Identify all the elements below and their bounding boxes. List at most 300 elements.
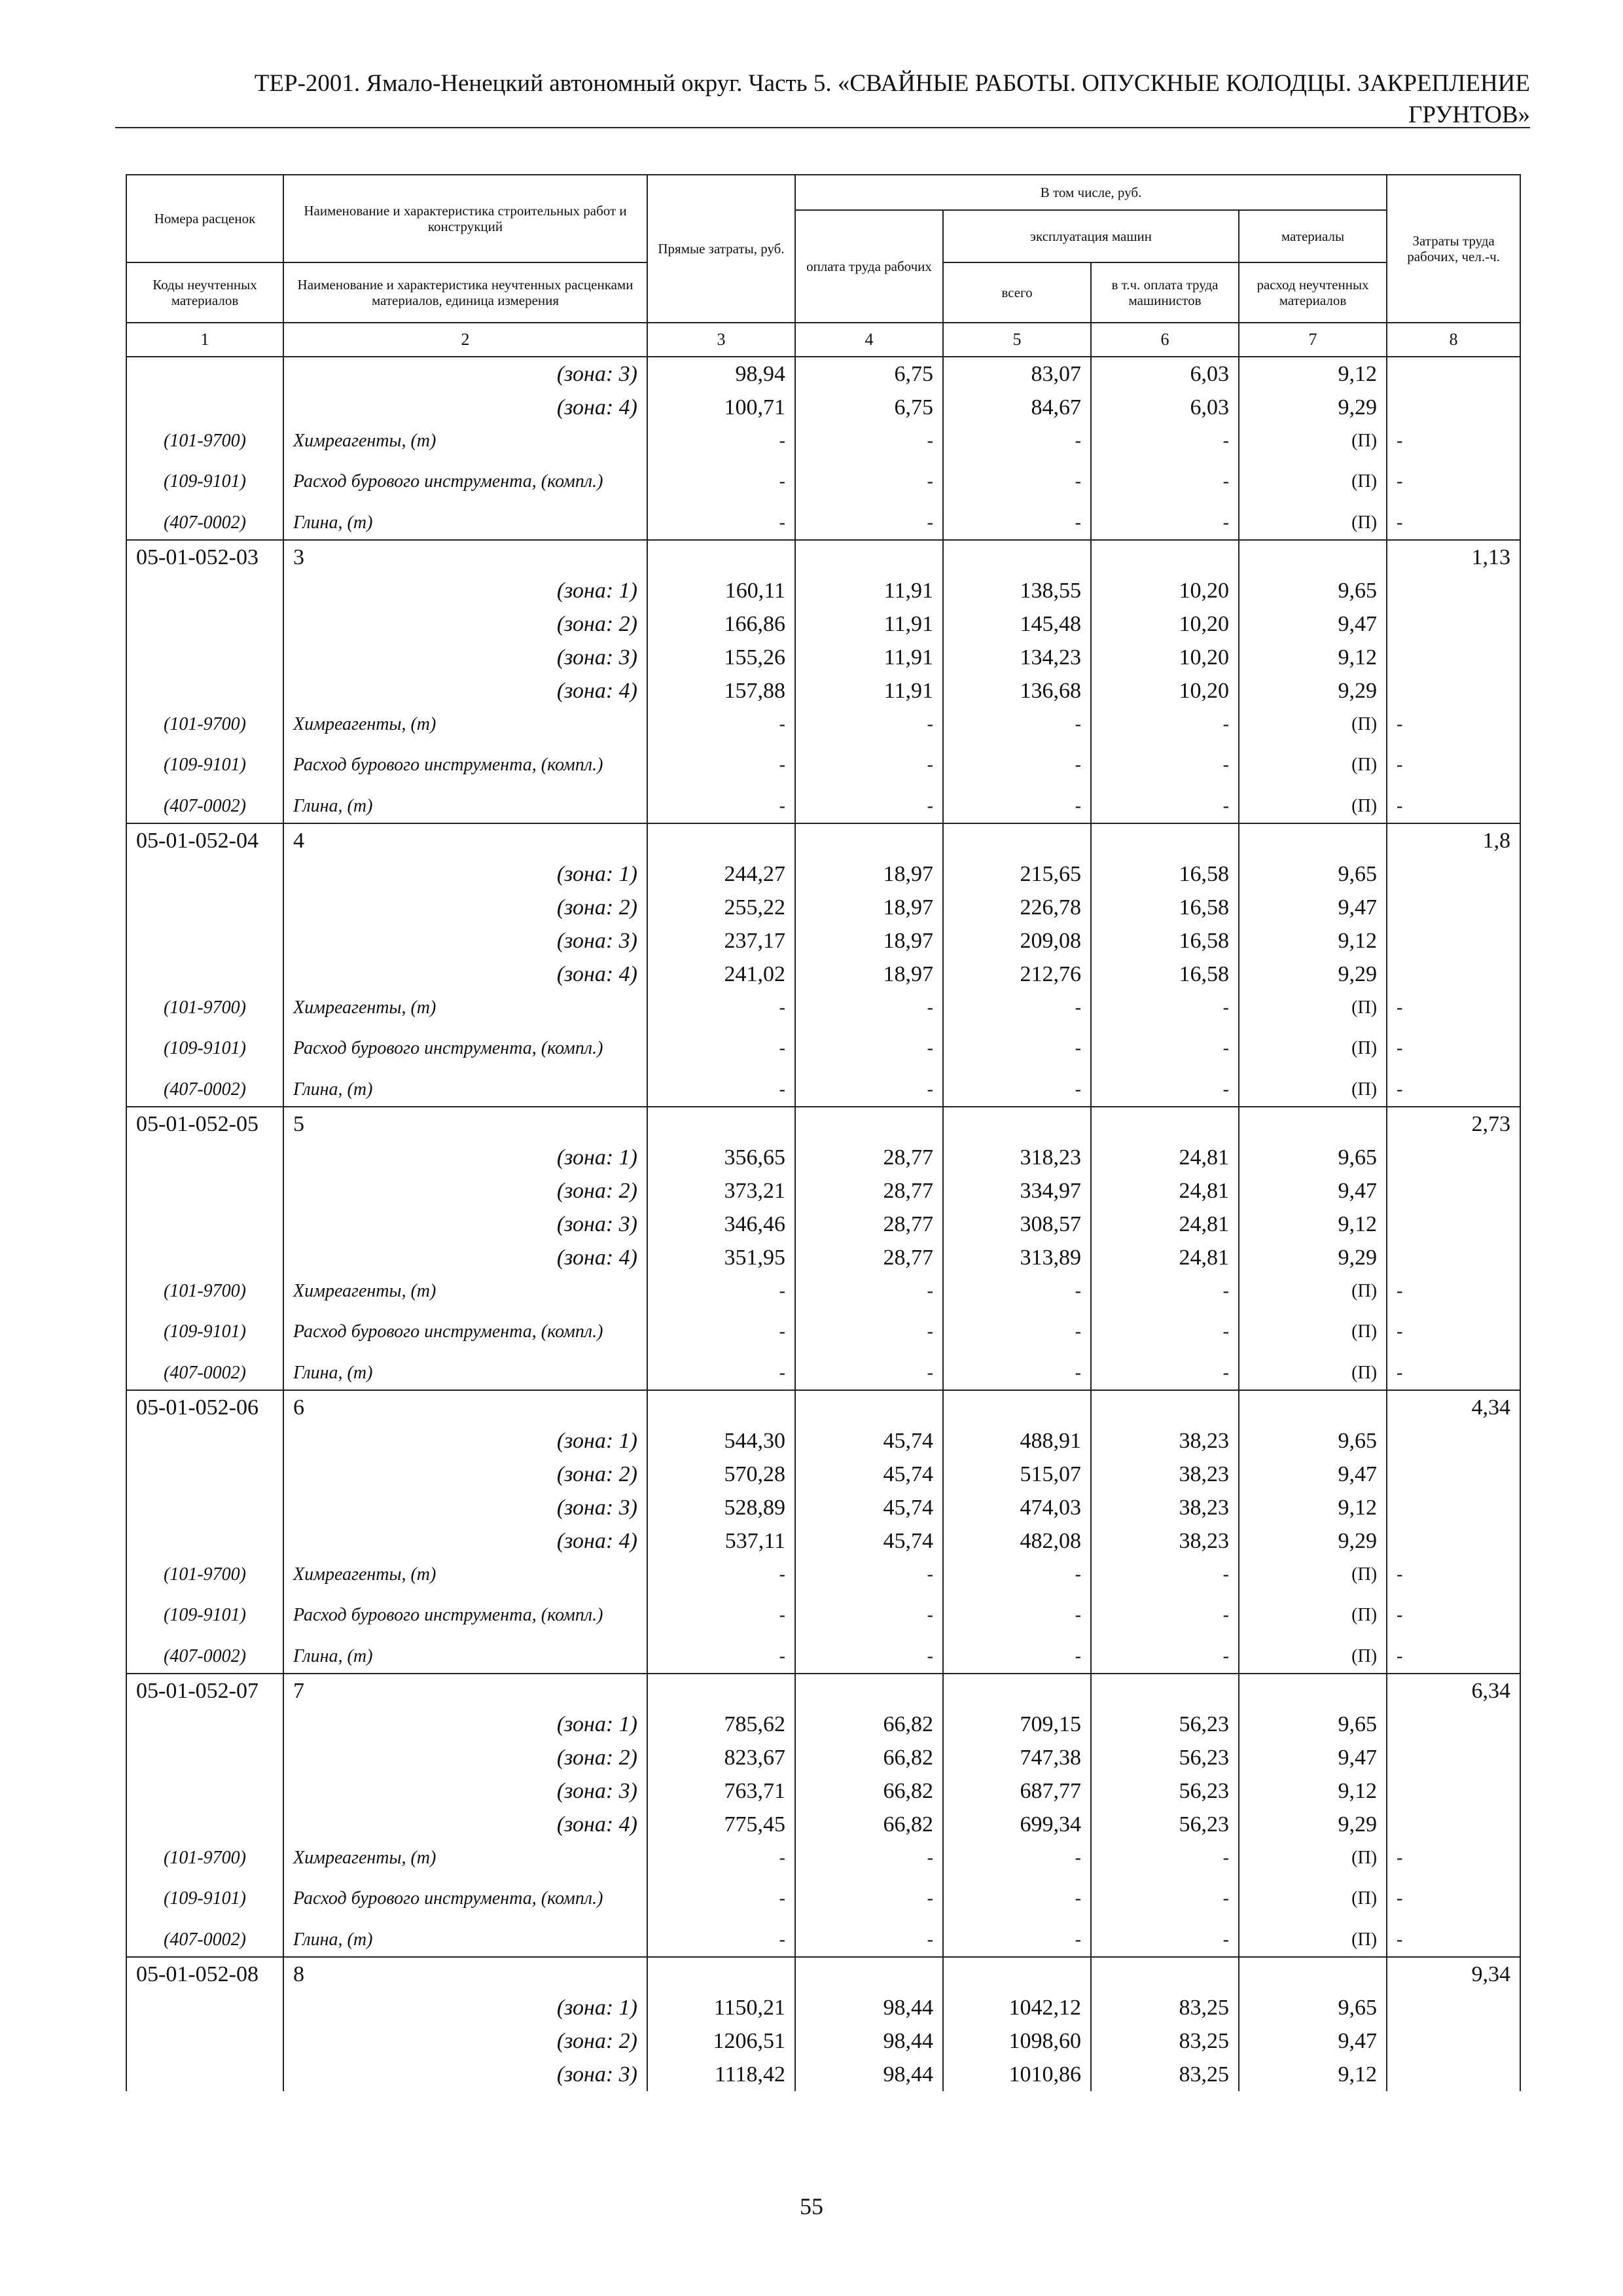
materials-value: 9,29: [1239, 1808, 1387, 1841]
empty-cell: [1387, 1991, 1520, 2024]
empty-cell: [943, 1957, 1091, 1991]
dash-cell: -: [795, 1923, 943, 1957]
zone-row: [126, 1208, 1520, 1241]
dash-cell: -: [1387, 1356, 1520, 1390]
direct-costs-value: 537,11: [647, 1524, 795, 1558]
resource-p-cell: (П): [1239, 1874, 1387, 1923]
material-row: [126, 457, 1520, 506]
dash-cell: -: [943, 1923, 1091, 1957]
empty-cell: [647, 823, 795, 857]
machine-total-value: 687,77: [943, 1774, 1091, 1808]
direct-costs-value: 373,21: [647, 1174, 795, 1208]
empty-cell: [126, 2058, 283, 2091]
materials-value: 9,29: [1239, 674, 1387, 708]
zone-row: [126, 1708, 1520, 1741]
col-machine-operation: эксплуатация машин: [943, 210, 1239, 262]
dash-cell: -: [795, 1591, 943, 1640]
material-row: [126, 424, 1520, 457]
rate-code: 05-01-052-07: [126, 1674, 283, 1708]
dash-cell: -: [1091, 1558, 1239, 1591]
dash-cell: -: [943, 1591, 1091, 1640]
table-header: [126, 175, 1520, 357]
worker-pay-value: 11,91: [795, 607, 943, 641]
zone-label: (зона: 4): [283, 674, 647, 708]
direct-costs-value: 155,26: [647, 641, 795, 674]
material-code: (109-9101): [126, 741, 283, 789]
dash-cell: -: [795, 789, 943, 823]
empty-cell: [1387, 1774, 1520, 1808]
direct-costs-value: 570,28: [647, 1458, 795, 1491]
machinist-pay-value: 38,23: [1091, 1524, 1239, 1558]
dash-cell: -: [795, 457, 943, 506]
machinist-pay-value: 24,81: [1091, 1174, 1239, 1208]
dash-cell: -: [795, 741, 943, 789]
dash-cell: -: [795, 1274, 943, 1308]
empty-cell: [1387, 1458, 1520, 1491]
material-code: (101-9700): [126, 1841, 283, 1874]
material-code: (109-9101): [126, 457, 283, 506]
machinist-pay-value: 6,03: [1091, 357, 1239, 391]
material-row: [126, 1591, 1520, 1640]
machinist-pay-value: 38,23: [1091, 1424, 1239, 1458]
empty-cell: [126, 1991, 283, 2024]
zone-row: [126, 1141, 1520, 1174]
materials-value: 9,12: [1239, 924, 1387, 958]
empty-cell: [1387, 1524, 1520, 1558]
direct-costs-value: 775,45: [647, 1808, 795, 1841]
rate-code: 05-01-052-05: [126, 1107, 283, 1141]
material-name: Глина, (т): [283, 789, 647, 823]
empty-cell: [1091, 1107, 1239, 1141]
machine-total-value: 138,55: [943, 574, 1091, 607]
materials-value: 9,47: [1239, 1458, 1387, 1491]
zone-label: (зона: 2): [283, 1741, 647, 1774]
rate-name: 7: [283, 1674, 647, 1708]
col-rate-name: Наименование и характеристика строительных работ и конструкций: [283, 175, 647, 262]
dash-cell: -: [943, 457, 1091, 506]
dash-cell: -: [1091, 1073, 1239, 1107]
machinist-pay-value: 83,25: [1091, 2058, 1239, 2091]
col-unaccounted-materials: расход неучтенных материалов: [1239, 262, 1387, 323]
worker-pay-value: 66,82: [795, 1708, 943, 1741]
zone-row: [126, 958, 1520, 991]
machine-total-value: 134,23: [943, 641, 1091, 674]
material-code: (101-9700): [126, 424, 283, 457]
col-material-name: Наименование и характеристика неучтенных расценками материалов, единица измерения: [283, 262, 647, 323]
empty-cell: [795, 540, 943, 574]
dash-cell: -: [1387, 1308, 1520, 1356]
machine-total-value: 313,89: [943, 1241, 1091, 1274]
empty-cell: [126, 891, 283, 924]
dash-cell: -: [1387, 708, 1520, 741]
empty-cell: [126, 1141, 283, 1174]
material-name: Химреагенты, (т): [283, 708, 647, 741]
empty-cell: [795, 1390, 943, 1424]
machinist-pay-value: 56,23: [1091, 1741, 1239, 1774]
dash-cell: -: [1091, 1841, 1239, 1874]
machine-total-value: 84,67: [943, 391, 1091, 424]
machinist-pay-value: 16,58: [1091, 857, 1239, 891]
material-name: Химреагенты, (т): [283, 424, 647, 457]
empty-cell: [1239, 1390, 1387, 1424]
empty-cell: [1387, 574, 1520, 607]
dash-cell: -: [647, 741, 795, 789]
empty-cell: [1387, 958, 1520, 991]
zone-label: (зона: 4): [283, 1524, 647, 1558]
dash-cell: -: [795, 506, 943, 540]
empty-cell: [647, 1107, 795, 1141]
resource-p-cell: (П): [1239, 741, 1387, 789]
rate-header-row: [126, 540, 1520, 574]
col-rate-numbers: Номера расценок: [126, 175, 283, 262]
machine-total-value: 136,68: [943, 674, 1091, 708]
empty-cell: [1091, 1957, 1239, 1991]
empty-cell: [943, 1390, 1091, 1424]
direct-costs-value: 544,30: [647, 1424, 795, 1458]
zone-label: (зона: 4): [283, 958, 647, 991]
materials-value: 9,29: [1239, 958, 1387, 991]
empty-cell: [1387, 1424, 1520, 1458]
labor-costs-value: 1,13: [1387, 540, 1520, 574]
empty-cell: [1387, 674, 1520, 708]
rate-code: 05-01-052-04: [126, 823, 283, 857]
machinist-pay-value: 10,20: [1091, 607, 1239, 641]
column-numbers-row: [126, 323, 1520, 357]
direct-costs-value: 1206,51: [647, 2024, 795, 2058]
empty-cell: [126, 1241, 283, 1274]
machinist-pay-value: 24,81: [1091, 1141, 1239, 1174]
header-line-1: ТЕР-2001. Ямало-Ненецкий автономный округ. Часть 5. «СВАЙНЫЕ РАБОТЫ. ОПУСКНЫЕ КОЛОДЦЫ. ЗАКРЕПЛЕНИЕ: [254, 70, 1530, 97]
materials-value: 9,65: [1239, 1141, 1387, 1174]
column-number: 8: [1387, 323, 1520, 357]
empty-cell: [1387, 1141, 1520, 1174]
resource-p-cell: (П): [1239, 1558, 1387, 1591]
dash-cell: -: [1387, 1274, 1520, 1308]
worker-pay-value: 11,91: [795, 574, 943, 607]
worker-pay-value: 18,97: [795, 924, 943, 958]
dash-cell: -: [647, 1923, 795, 1957]
resource-p-cell: (П): [1239, 424, 1387, 457]
machine-total-value: 1098,60: [943, 2024, 1091, 2058]
direct-costs-value: 1118,42: [647, 2058, 795, 2091]
worker-pay-value: 11,91: [795, 674, 943, 708]
rate-code: 05-01-052-06: [126, 1390, 283, 1424]
dash-cell: -: [943, 789, 1091, 823]
materials-value: 9,12: [1239, 1491, 1387, 1524]
resource-p-cell: (П): [1239, 457, 1387, 506]
col-total: всего: [943, 262, 1091, 323]
zone-row: [126, 674, 1520, 708]
empty-cell: [1387, 1241, 1520, 1274]
empty-cell: [126, 607, 283, 641]
zone-label: (зона: 1): [283, 574, 647, 607]
empty-cell: [126, 924, 283, 958]
column-number: 1: [126, 323, 283, 357]
zone-row: [126, 1991, 1520, 2024]
dash-cell: -: [795, 1356, 943, 1390]
page-number: 55: [800, 2193, 823, 2219]
dash-cell: -: [1387, 741, 1520, 789]
labor-costs-value: 1,8: [1387, 823, 1520, 857]
dash-cell: -: [795, 1073, 943, 1107]
zone-row: [126, 1808, 1520, 1841]
zone-row: [126, 391, 1520, 424]
direct-costs-value: 237,17: [647, 924, 795, 958]
rate-header-row: [126, 1107, 1520, 1141]
materials-value: 9,12: [1239, 641, 1387, 674]
column-number: 5: [943, 323, 1091, 357]
material-code: (101-9700): [126, 1558, 283, 1591]
materials-value: 9,12: [1239, 1774, 1387, 1808]
machine-total-value: 515,07: [943, 1458, 1091, 1491]
machinist-pay-value: 10,20: [1091, 641, 1239, 674]
dash-cell: -: [943, 1841, 1091, 1874]
materials-value: 9,29: [1239, 391, 1387, 424]
dash-cell: -: [647, 991, 795, 1024]
resource-p-cell: (П): [1239, 789, 1387, 823]
dash-cell: -: [647, 1874, 795, 1923]
dash-cell: -: [1091, 1024, 1239, 1073]
worker-pay-value: 45,74: [795, 1458, 943, 1491]
col-labor-costs: Затраты труда рабочих, чел.-ч.: [1387, 175, 1520, 323]
dash-cell: -: [1091, 457, 1239, 506]
empty-cell: [943, 1107, 1091, 1141]
empty-cell: [126, 1741, 283, 1774]
resource-p-cell: (П): [1239, 1073, 1387, 1107]
zone-row: [126, 857, 1520, 891]
empty-cell: [126, 1774, 283, 1808]
labor-costs-value: 9,34: [1387, 1957, 1520, 1991]
dash-cell: -: [647, 1841, 795, 1874]
worker-pay-value: 18,97: [795, 891, 943, 924]
dash-cell: -: [1387, 1591, 1520, 1640]
direct-costs-value: 1150,21: [647, 1991, 795, 2024]
zone-row: [126, 574, 1520, 607]
empty-cell: [1387, 1174, 1520, 1208]
worker-pay-value: 98,44: [795, 1991, 943, 2024]
column-number: 2: [283, 323, 647, 357]
empty-cell: [1091, 823, 1239, 857]
resource-p-cell: (П): [1239, 1024, 1387, 1073]
dash-cell: -: [943, 741, 1091, 789]
materials-value: 9,47: [1239, 1741, 1387, 1774]
table-body: [126, 357, 1520, 2091]
material-name: Химреагенты, (т): [283, 1274, 647, 1308]
material-code: (407-0002): [126, 1356, 283, 1390]
materials-value: 9,12: [1239, 357, 1387, 391]
zone-row: [126, 1241, 1520, 1274]
material-code: (407-0002): [126, 1073, 283, 1107]
zone-label: (зона: 1): [283, 857, 647, 891]
material-row: [126, 1640, 1520, 1674]
materials-value: 9,47: [1239, 891, 1387, 924]
zone-label: (зона: 1): [283, 1991, 647, 2024]
material-code: (101-9700): [126, 1274, 283, 1308]
dash-cell: -: [795, 1024, 943, 1073]
material-row: [126, 1356, 1520, 1390]
worker-pay-value: 45,74: [795, 1524, 943, 1558]
direct-costs-value: 157,88: [647, 674, 795, 708]
zone-row: [126, 2024, 1520, 2058]
empty-cell: [1091, 1390, 1239, 1424]
material-row: [126, 506, 1520, 540]
material-name: Расход бурового инструмента, (компл.): [283, 457, 647, 506]
empty-cell: [126, 1174, 283, 1208]
empty-cell: [795, 1957, 943, 1991]
rate-name: 4: [283, 823, 647, 857]
dash-cell: -: [1387, 1640, 1520, 1674]
material-code: (407-0002): [126, 1640, 283, 1674]
empty-cell: [1239, 1957, 1387, 1991]
dash-cell: -: [647, 1558, 795, 1591]
material-name: Химреагенты, (т): [283, 991, 647, 1024]
resource-p-cell: (П): [1239, 708, 1387, 741]
material-row: [126, 1274, 1520, 1308]
material-code: (109-9101): [126, 1308, 283, 1356]
material-code: (109-9101): [126, 1591, 283, 1640]
zone-row: [126, 1491, 1520, 1524]
worker-pay-value: 6,75: [795, 391, 943, 424]
zone-row: [126, 1174, 1520, 1208]
dash-cell: -: [647, 506, 795, 540]
machine-total-value: 488,91: [943, 1424, 1091, 1458]
direct-costs-value: 160,11: [647, 574, 795, 607]
materials-value: 9,65: [1239, 1424, 1387, 1458]
rate-code: 05-01-052-03: [126, 540, 283, 574]
column-number: 6: [1091, 323, 1239, 357]
empty-cell: [1387, 357, 1520, 391]
dash-cell: -: [1387, 1558, 1520, 1591]
zone-row: [126, 607, 1520, 641]
machinist-pay-value: 38,23: [1091, 1458, 1239, 1491]
machinist-pay-value: 16,58: [1091, 891, 1239, 924]
dash-cell: -: [795, 1640, 943, 1674]
empty-cell: [647, 540, 795, 574]
rate-name: 3: [283, 540, 647, 574]
material-name: Глина, (т): [283, 1356, 647, 1390]
empty-cell: [126, 641, 283, 674]
dash-cell: -: [1091, 1356, 1239, 1390]
machinist-pay-value: 56,23: [1091, 1808, 1239, 1841]
material-name: Глина, (т): [283, 506, 647, 540]
empty-cell: [1387, 1741, 1520, 1774]
materials-value: 9,47: [1239, 1174, 1387, 1208]
material-row: [126, 1073, 1520, 1107]
worker-pay-value: 28,77: [795, 1208, 943, 1241]
resource-p-cell: (П): [1239, 1591, 1387, 1640]
empty-cell: [126, 391, 283, 424]
dash-cell: -: [1091, 1640, 1239, 1674]
zone-row: [126, 1424, 1520, 1458]
dash-cell: -: [647, 1274, 795, 1308]
direct-costs-value: 100,71: [647, 391, 795, 424]
empty-cell: [126, 1208, 283, 1241]
direct-costs-value: 98,94: [647, 357, 795, 391]
header-divider: [115, 127, 1530, 128]
material-code: (407-0002): [126, 789, 283, 823]
machine-total-value: 145,48: [943, 607, 1091, 641]
zone-label: (зона: 4): [283, 391, 647, 424]
worker-pay-value: 66,82: [795, 1741, 943, 1774]
dash-cell: -: [943, 506, 1091, 540]
zone-row: [126, 1774, 1520, 1808]
zone-label: (зона: 2): [283, 1458, 647, 1491]
dash-cell: -: [1387, 991, 1520, 1024]
machine-total-value: 699,34: [943, 1808, 1091, 1841]
machine-total-value: 308,57: [943, 1208, 1091, 1241]
resource-p-cell: (П): [1239, 1640, 1387, 1674]
materials-value: 9,12: [1239, 1208, 1387, 1241]
empty-cell: [126, 574, 283, 607]
column-number: 4: [795, 323, 943, 357]
zone-row: [126, 1741, 1520, 1774]
empty-cell: [1387, 2024, 1520, 2058]
direct-costs-value: 255,22: [647, 891, 795, 924]
empty-cell: [126, 1708, 283, 1741]
worker-pay-value: 6,75: [795, 357, 943, 391]
machinist-pay-value: 83,25: [1091, 1991, 1239, 2024]
dash-cell: -: [943, 1356, 1091, 1390]
zone-label: (зона: 1): [283, 1424, 647, 1458]
materials-value: 9,65: [1239, 857, 1387, 891]
dash-cell: -: [647, 708, 795, 741]
empty-cell: [1387, 607, 1520, 641]
rates-table: [126, 174, 1521, 2091]
empty-cell: [126, 2024, 283, 2058]
empty-cell: [795, 1107, 943, 1141]
dash-cell: -: [647, 1308, 795, 1356]
materials-value: 9,65: [1239, 1991, 1387, 2024]
dash-cell: -: [795, 424, 943, 457]
page-header: [115, 68, 1530, 131]
dash-cell: -: [1091, 1274, 1239, 1308]
empty-cell: [1387, 1491, 1520, 1524]
dash-cell: -: [795, 991, 943, 1024]
dash-cell: -: [647, 1640, 795, 1674]
worker-pay-value: 28,77: [795, 1141, 943, 1174]
empty-cell: [126, 857, 283, 891]
empty-cell: [943, 1674, 1091, 1708]
empty-cell: [1387, 1808, 1520, 1841]
machinist-pay-value: 56,23: [1091, 1774, 1239, 1808]
empty-cell: [1239, 1107, 1387, 1141]
dash-cell: -: [1387, 1841, 1520, 1874]
zone-label: (зона: 4): [283, 1808, 647, 1841]
empty-cell: [126, 1808, 283, 1841]
material-name: Расход бурового инструмента, (компл.): [283, 1874, 647, 1923]
direct-costs-value: 356,65: [647, 1141, 795, 1174]
zone-row: [126, 641, 1520, 674]
material-row: [126, 1308, 1520, 1356]
empty-cell: [126, 1491, 283, 1524]
zone-label: (зона: 1): [283, 1141, 647, 1174]
dash-cell: -: [647, 1073, 795, 1107]
machine-total-value: 474,03: [943, 1491, 1091, 1524]
material-name: Глина, (т): [283, 1923, 647, 1957]
empty-cell: [795, 1674, 943, 1708]
material-name: Расход бурового инструмента, (компл.): [283, 1591, 647, 1640]
dash-cell: -: [943, 424, 1091, 457]
dash-cell: -: [1091, 741, 1239, 789]
empty-cell: [1387, 2058, 1520, 2091]
material-name: Расход бурового инструмента, (компл.): [283, 741, 647, 789]
dash-cell: -: [1091, 1591, 1239, 1640]
empty-cell: [126, 1524, 283, 1558]
col-worker-pay: оплата труда рабочих: [795, 210, 943, 323]
machine-total-value: 83,07: [943, 357, 1091, 391]
material-row: [126, 741, 1520, 789]
material-name: Химреагенты, (т): [283, 1558, 647, 1591]
